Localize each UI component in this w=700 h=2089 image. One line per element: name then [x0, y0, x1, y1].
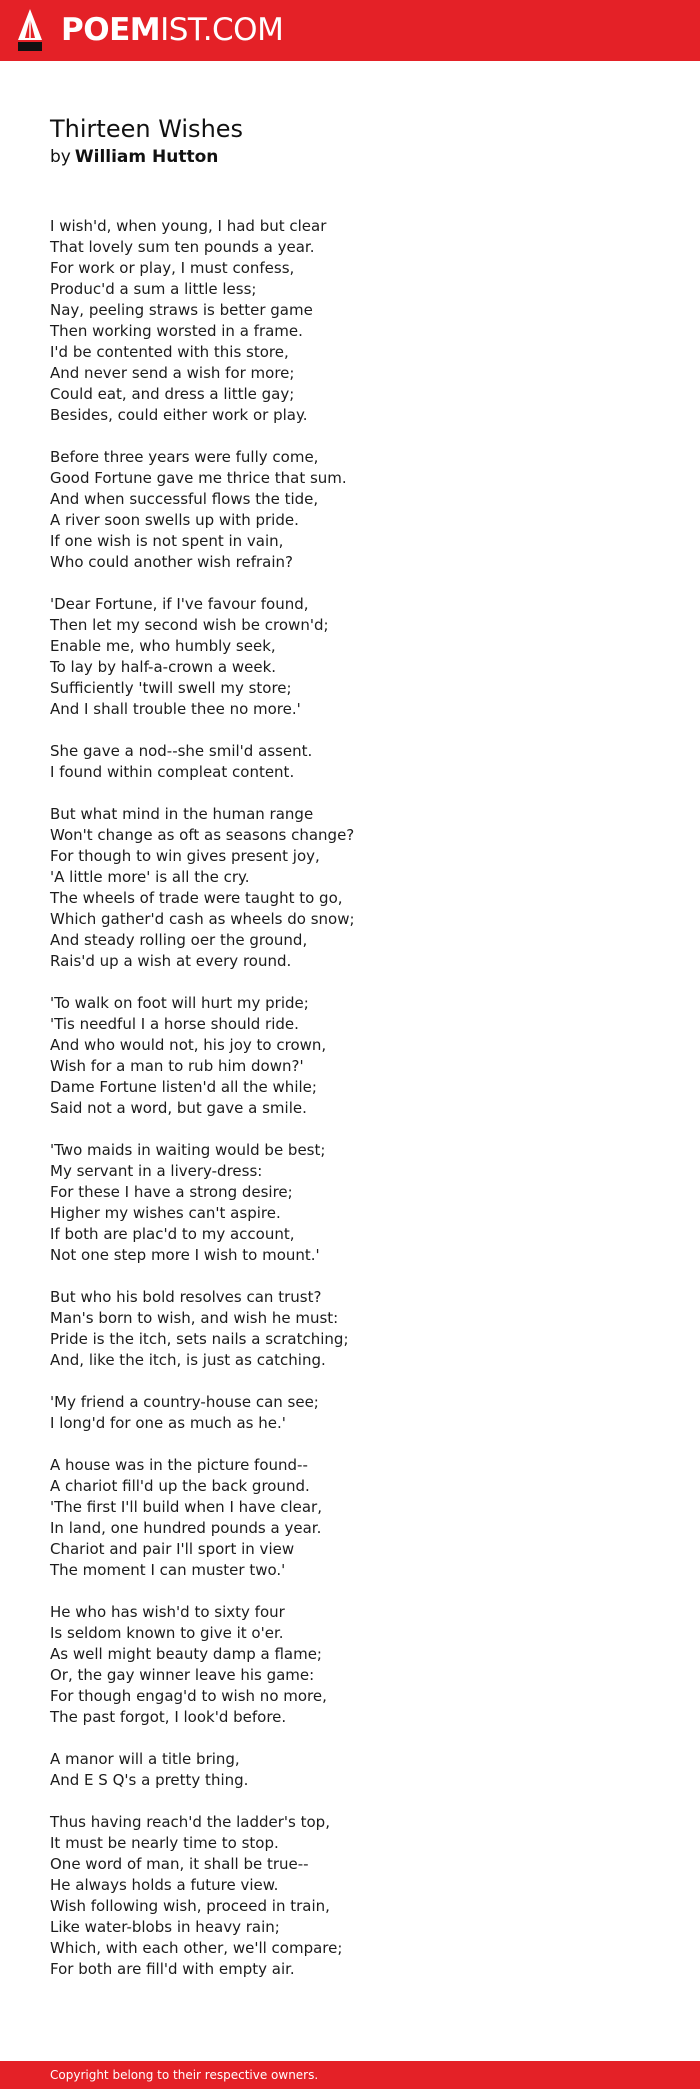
stanza [50, 1140, 650, 1266]
stanza [50, 447, 650, 573]
poem-line: Man's born to wish, and wish he must: [50, 1309, 339, 1327]
poem-line: 'A little more' is all the cry. [50, 868, 250, 886]
poem-line: I found within compleat content. [50, 763, 295, 781]
poem-line: Dame Fortune listen'd all the while; [50, 1078, 317, 1096]
poem-line: A chariot fill'd up the back ground. [50, 1477, 310, 1495]
poem-line: The past forgot, I look'd before. [50, 1708, 287, 1726]
pen-nib-icon [15, 8, 45, 52]
poem-line: 'To walk on foot will hurt my pride; [50, 994, 309, 1012]
poem-line: Said not a word, but gave a smile. [50, 1099, 307, 1117]
poem-line: 'My friend a country-house can see; [50, 1393, 319, 1411]
poem-line: Wish for a man to rub him down?' [50, 1057, 304, 1075]
poem-line: For work or play, I must confess, [50, 259, 295, 277]
logo-light-text: IST.COM [160, 12, 284, 48]
poem-body [50, 216, 650, 1980]
poem-line: For though engag'd to wish no more, [50, 1687, 327, 1705]
poem-line: Then let my second wish be crown'd; [50, 616, 329, 634]
poem-line: The wheels of trade were taught to go, [50, 889, 343, 907]
poem-title: Thirteen Wishes [50, 115, 244, 143]
poem-line: And when successful flows the tide, [50, 490, 319, 508]
poem-line: 'Dear Fortune, if I've favour found, [50, 595, 309, 613]
poem-line: 'Two maids in waiting would be best; [50, 1141, 326, 1159]
site-footer [0, 2061, 700, 2089]
poem-line: And E S Q's a pretty thing. [50, 1771, 249, 1789]
poem-line: Chariot and pair I'll sport in view [50, 1540, 295, 1558]
poem-line: As well might beauty damp a flame; [50, 1645, 322, 1663]
poem-line: Sufficiently 'twill swell my store; [50, 679, 292, 697]
poem-line: Wish following wish, proceed in train, [50, 1897, 330, 1915]
poem-line: Which gather'd cash as wheels do snow; [50, 910, 355, 928]
poem-line: And, like the itch, is just as catching. [50, 1351, 326, 1369]
poem-line: But what mind in the human range [50, 805, 314, 823]
poem-line: In land, one hundred pounds a year. [50, 1519, 322, 1537]
poem-line: Higher my wishes can't aspire. [50, 1204, 281, 1222]
poem-line: 'Tis needful I a horse should ride. [50, 1015, 299, 1033]
poem-line: It must be nearly time to stop. [50, 1834, 279, 1852]
poem-line: Who could another wish refrain? [50, 553, 293, 571]
poem-line: One word of man, it shall be true-- [50, 1855, 309, 1873]
poem-line: But who his bold resolves can trust? [50, 1288, 322, 1306]
author-link[interactable]: William Hutton [74, 147, 219, 167]
poem-line: For these I have a strong desire; [50, 1183, 293, 1201]
poem-line: Enable me, who humbly seek, [50, 637, 276, 655]
poem-byline [50, 146, 650, 168]
poem-line: Won't change as oft as seasons change? [50, 826, 355, 844]
stanza [50, 594, 650, 720]
poem-line: He who has wish'd to sixty four [50, 1603, 285, 1621]
poem-content [50, 114, 650, 2001]
stanza [50, 993, 650, 1119]
stanza [50, 1287, 650, 1371]
stanza [50, 741, 650, 783]
copyright-notice: Copyright belong to their respective owners. [50, 2068, 319, 2082]
stanza [50, 1812, 650, 1980]
poem-line: Which, with each other, we'll compare; [50, 1939, 343, 1957]
poem-line: That lovely sum ten pounds a year. [50, 238, 315, 256]
logo-wordmark [61, 8, 283, 52]
stanza [50, 216, 650, 426]
poem-line: Then working worsted in a frame. [50, 322, 303, 340]
poem-line: A manor will a title bring, [50, 1750, 240, 1768]
poem-line: A house was in the picture found-- [50, 1456, 308, 1474]
poem-line: And who would not, his joy to crown, [50, 1036, 327, 1054]
poem-line: Not one step more I wish to mount.' [50, 1246, 320, 1264]
poem-line: And steady rolling oer the ground, [50, 931, 308, 949]
poem-line: 'The first I'll build when I have clear, [50, 1498, 322, 1516]
poem-line: My servant in a livery-dress: [50, 1162, 263, 1180]
poem-line: He always holds a future view. [50, 1876, 279, 1894]
poem-line: I long'd for one as much as he.' [50, 1414, 286, 1432]
poem-line: Or, the gay winner leave his game: [50, 1666, 315, 1684]
stanza [50, 804, 650, 972]
poem-line: For both are fill'd with empty air. [50, 1960, 295, 1978]
poem-line: If both are plac'd to my account, [50, 1225, 295, 1243]
poem-line: Is seldom known to give it o'er. [50, 1624, 284, 1642]
byline-prefix: by [50, 147, 71, 167]
poem-line: If one wish is not spent in vain, [50, 532, 284, 550]
poem-line: Like water-blobs in heavy rain; [50, 1918, 280, 1936]
stanza [50, 1455, 650, 1581]
stanza [50, 1749, 650, 1791]
poem-line: Before three years were fully come, [50, 448, 319, 466]
poem-line: Rais'd up a wish at every round. [50, 952, 292, 970]
stanza [50, 1602, 650, 1728]
poem-line: Pride is the itch, sets nails a scratching; [50, 1330, 349, 1348]
poem-line: And I shall trouble thee no more.' [50, 700, 301, 718]
poem-line: And never send a wish for more; [50, 364, 295, 382]
poem-line: Produc'd a sum a little less; [50, 280, 257, 298]
poem-line: Good Fortune gave me thrice that sum. [50, 469, 347, 487]
poem-line: Nay, peeling straws is better game [50, 301, 313, 319]
poem-line: To lay by half-a-crown a week. [50, 658, 277, 676]
stanza [50, 1392, 650, 1434]
logo-bold-text: POEM [61, 12, 161, 48]
poem-line: Thus having reach'd the ladder's top, [50, 1813, 330, 1831]
poem-line: For though to win gives present joy, [50, 847, 320, 865]
poem-line: A river soon swells up with pride. [50, 511, 299, 529]
site-logo[interactable] [15, 8, 283, 52]
poem-line: Besides, could either work or play. [50, 406, 308, 424]
poem-line: I'd be contented with this store, [50, 343, 289, 361]
poem-line: I wish'd, when young, I had but clear [50, 217, 327, 235]
poem-line: Could eat, and dress a little gay; [50, 385, 295, 403]
poem-line: She gave a nod--she smil'd assent. [50, 742, 313, 760]
site-header [0, 0, 700, 61]
poem-line: The moment I can muster two.' [50, 1561, 286, 1579]
